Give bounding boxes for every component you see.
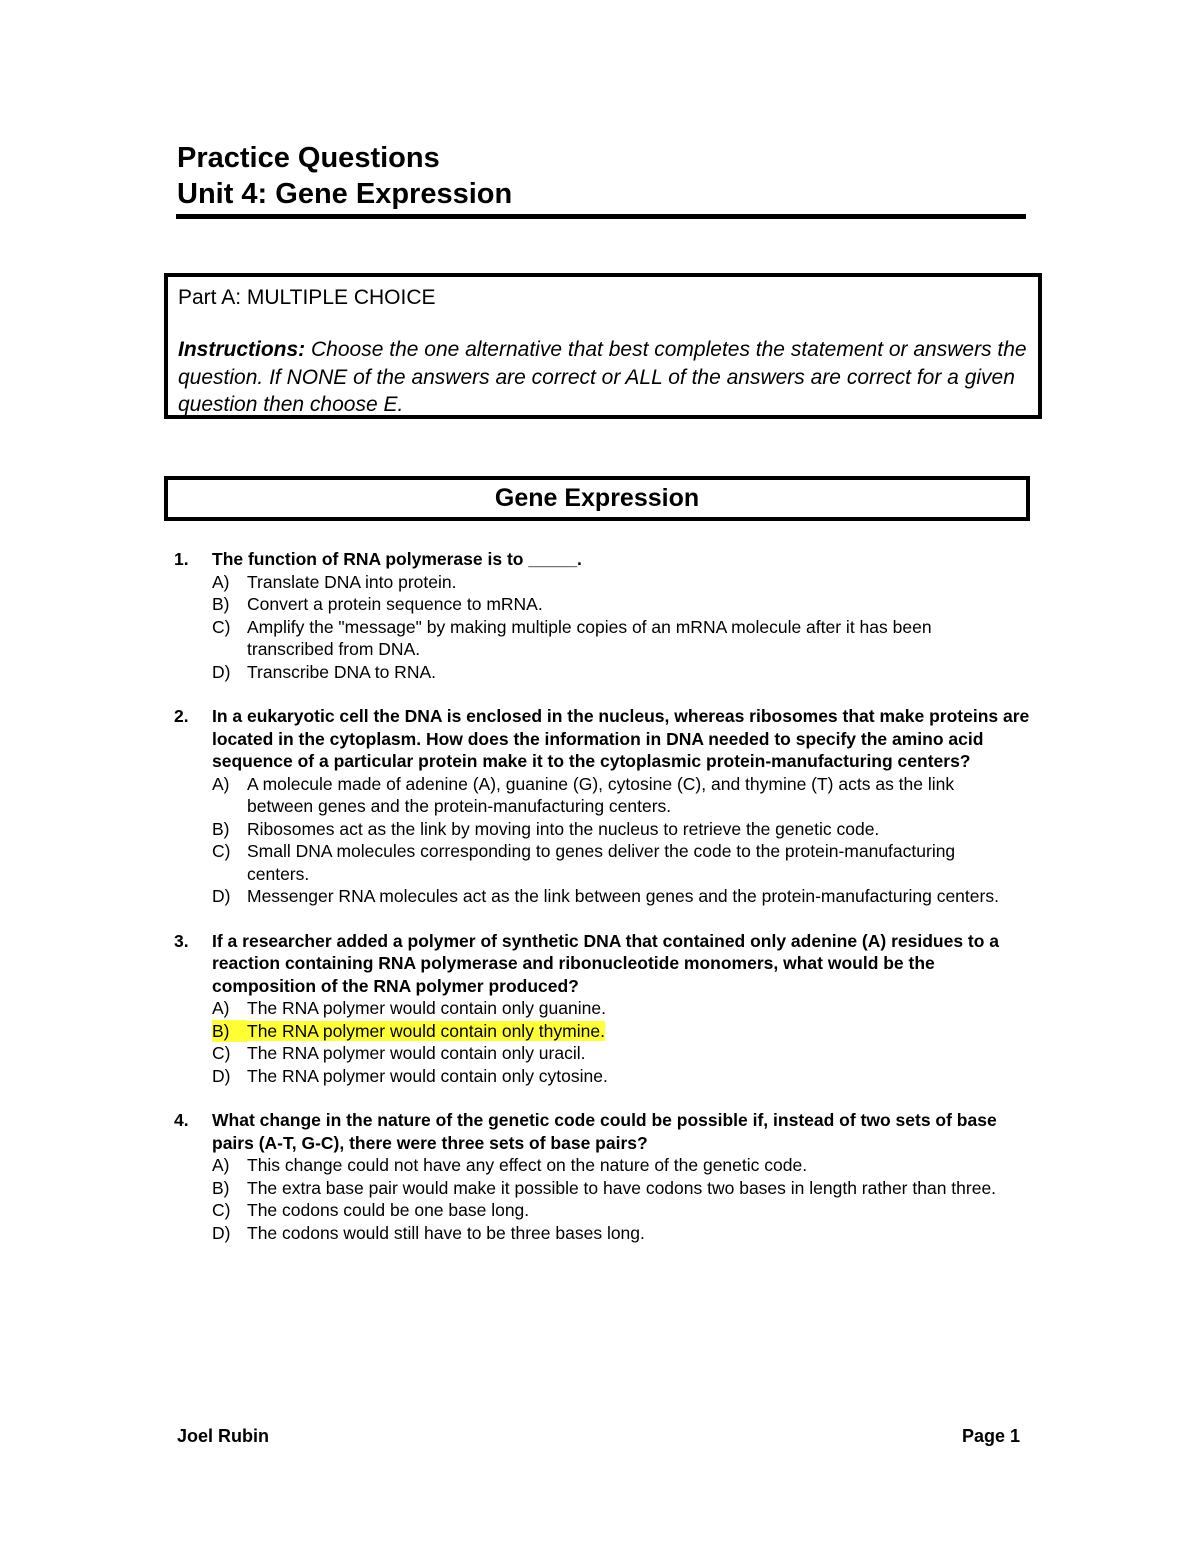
option-text: Convert a protein sequence to mRNA. (247, 594, 543, 614)
option-letter: B) (212, 1177, 230, 1198)
answer-option (212, 1177, 1034, 1200)
question-text: In a eukaryotic cell the DNA is enclosed in the nucleus, whereas ribosomes that make proteins are located in the cytoplasm. How does the information in DNA needed to specify the amino acid sequence of a particular protein make it to the cytoplasmic protein-manufacturing centers? (212, 706, 1030, 771)
question-text: If a researcher added a polymer of synthetic DNA that contained only adenine (A) residues to a reaction containing RNA polymerase and ribonucleotide monomers, what would be the composition of the RNA polymer produced? (212, 930, 1000, 996)
answer-option (212, 818, 1034, 841)
question-4 (174, 1109, 1034, 1244)
answer-option (212, 616, 1034, 661)
option-letter: A) (212, 571, 230, 592)
answer-option (212, 661, 1034, 684)
footer-author: Joel Rubin (177, 1426, 270, 1446)
option-text: The RNA polymer would contain only guanine. (247, 998, 606, 1018)
question-3 (174, 930, 1034, 1088)
answer-option (212, 885, 1034, 908)
answer-option (212, 1042, 1034, 1065)
part-a-heading: Part A: MULTIPLE CHOICE (178, 286, 436, 309)
question-1 (174, 548, 1034, 683)
option-text: The RNA polymer would contain only uracil. (247, 1043, 586, 1063)
option-letter: A) (212, 773, 230, 794)
option-letter: D) (212, 886, 231, 906)
option-text: This change could not have any effect on the nature of the genetic code. (247, 1155, 808, 1175)
part-a-box (164, 273, 1042, 419)
option-letter: B) (212, 594, 230, 614)
option-text: Messenger RNA molecules act as the link between genes and the protein-manufacturing centers. (247, 886, 999, 906)
answer-option-highlighted (212, 1020, 1034, 1043)
option-letter: D) (212, 661, 231, 682)
option-letter: D) (212, 1222, 231, 1243)
option-text: Ribosomes act as the link by moving into the nucleus to retrieve the genetic code. (247, 818, 880, 839)
option-letter: D) (212, 1065, 231, 1086)
option-letter: C) (212, 616, 231, 637)
option-letter: C) (212, 1043, 231, 1063)
question-2 (174, 705, 1034, 908)
instructions-text: Choose the one alternative that best completes the statement or answers the question. If NONE of the answers are correct or ALL of the answers are correct for a given question then choose E. (178, 338, 1027, 416)
option-letter: A) (212, 998, 230, 1018)
section-header-box (164, 476, 1030, 521)
option-text: The RNA polymer would contain only thymine. (247, 1020, 605, 1041)
option-letter: C) (212, 1200, 231, 1220)
question-list (174, 548, 1034, 1266)
option-text: Small DNA molecules corresponding to genes deliver the code to the protein-manufacturing centers. (247, 841, 956, 884)
answer-option (212, 593, 1034, 616)
title-line-2: Unit 4: Gene Expression (177, 178, 513, 210)
answer-option (212, 1065, 1034, 1088)
option-text: Amplify the "message" by making multiple copies of an mRNA molecule after it has been transcribed from DNA. (247, 616, 932, 659)
document-title (177, 140, 1026, 212)
option-letter: C) (212, 841, 231, 861)
question-number: 3. (174, 930, 189, 951)
answer-option (212, 997, 1034, 1020)
option-letter: B) (212, 818, 230, 839)
option-text: A molecule made of adenine (A), guanine (G), cytosine (C), and thymine (T) acts as the link between genes and the protein-manufacturing centers. (247, 773, 955, 816)
instructions (178, 336, 1038, 419)
option-letter: B) (212, 1020, 247, 1043)
question-number: 4. (174, 1110, 189, 1130)
answer-option (212, 840, 1034, 885)
option-text: The codons would still have to be three bases long. (247, 1222, 645, 1243)
answer-option (212, 1199, 1034, 1222)
answer-option (212, 1154, 1034, 1177)
answer-option (212, 1222, 1034, 1245)
option-text: Translate DNA into protein. (247, 571, 457, 592)
instructions-label: Instructions: (178, 338, 306, 361)
section-title: Gene Expression (494, 484, 700, 512)
option-text: Transcribe DNA to RNA. (247, 661, 436, 682)
option-text: The extra base pair would make it possible to have codons two bases in length rather than three. (247, 1177, 997, 1198)
option-text: The codons could be one base long. (247, 1200, 530, 1220)
question-number: 1. (174, 549, 189, 569)
question-text: What change in the nature of the genetic code could be possible if, instead of two sets of base pairs (A-T, G-C), there were three sets of base pairs? (212, 1110, 997, 1153)
answer-option (212, 773, 1034, 818)
answer-option (212, 571, 1034, 594)
title-line-1: Practice Questions (177, 142, 440, 174)
question-text: The function of RNA polymerase is to _____. (212, 549, 582, 569)
title-divider (176, 214, 1026, 219)
option-text: The RNA polymer would contain only cytosine. (247, 1065, 608, 1086)
footer-page-number: Page 1 (962, 1426, 1021, 1446)
question-number: 2. (174, 706, 189, 726)
option-letter: A) (212, 1155, 230, 1175)
